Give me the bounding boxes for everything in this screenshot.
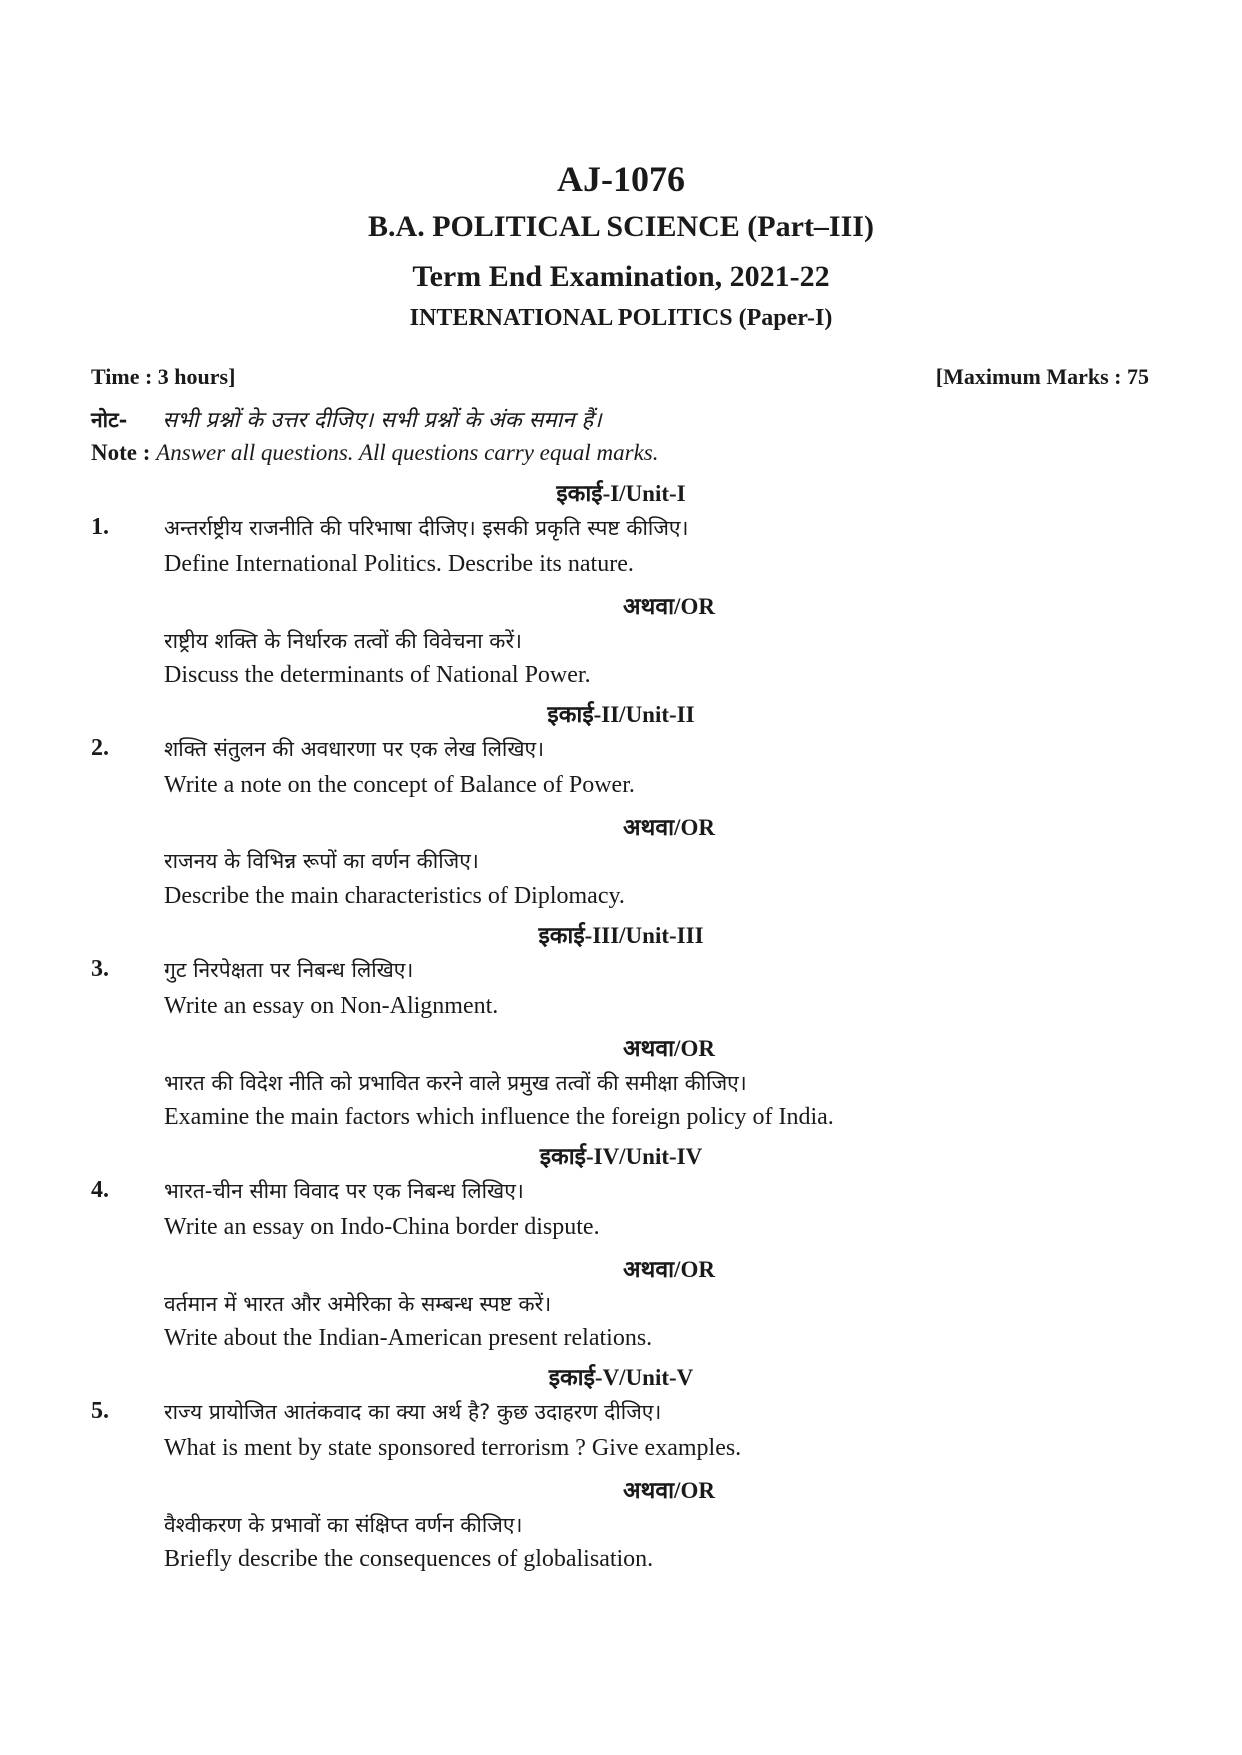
note-hindi-text: सभी प्रश्नों के उत्तर दीजिए। सभी प्रश्नों के अंक समान हैं।	[162, 408, 602, 433]
question-hindi: राज्य प्रायोजित आतंकवाद का क्या अर्थ है? कुछ उदाहरण दीजिए।	[164, 1400, 662, 1424]
exam-title: Term End Examination, 2021-22	[412, 260, 830, 293]
time-allowed: Time : 3 hours]	[91, 364, 236, 389]
question-hindi-alt: भारत की विदेश नीति को प्रभावित करने वाले प्रमुख तत्वों की समीक्षा कीजिए।	[164, 1071, 747, 1095]
question-english-alt: Describe the main characteristics of Diplomacy.	[164, 883, 625, 909]
paper-code: AJ-1076	[557, 159, 685, 199]
question-number: 4.	[91, 1177, 109, 1203]
unit-heading: इकाई-I/Unit-I	[556, 481, 686, 506]
or-separator: अथवा/OR	[623, 1036, 715, 1061]
question-hindi: भारत-चीन सीमा विवाद पर एक निबन्ध लिखिए।	[164, 1179, 524, 1203]
question-english: What is ment by state sponsored terrorism ? Give examples.	[164, 1435, 742, 1461]
question-english-alt: Write about the Indian-American present relations.	[164, 1325, 653, 1351]
or-separator: अथवा/OR	[623, 1257, 715, 1282]
question-hindi: गुट निरपेक्षता पर निबन्ध लिखिए।	[164, 958, 414, 982]
question-english: Write an essay on Non-Alignment.	[164, 993, 499, 1019]
unit-heading: इकाई-II/Unit-II	[547, 702, 695, 727]
question-number: 1.	[91, 514, 109, 540]
question-english-alt: Briefly describe the consequences of globalisation.	[164, 1546, 654, 1572]
question-hindi-alt: राष्ट्रीय शक्ति के निर्धारक तत्वों की विवेचना करें।	[164, 629, 522, 653]
or-separator: अथवा/OR	[623, 594, 715, 619]
question-number: 3.	[91, 956, 109, 982]
question-hindi: शक्ति संतुलन की अवधारणा पर एक लेख लिखिए।	[164, 737, 545, 761]
question-english: Define International Politics. Describe its nature.	[164, 551, 634, 577]
unit-heading: इकाई-III/Unit-III	[538, 923, 704, 948]
unit-heading: इकाई-V/Unit-V	[548, 1365, 694, 1390]
note-english-text: Answer all questions. All questions carry equal marks.	[156, 440, 659, 465]
question-number: 2.	[91, 735, 109, 761]
question-english-alt: Examine the main factors which influence the foreign policy of India.	[164, 1104, 834, 1130]
or-separator: अथवा/OR	[623, 815, 715, 840]
question-english-alt: Discuss the determinants of National Power.	[164, 662, 591, 688]
maximum-marks: [Maximum Marks : 75	[935, 364, 1149, 389]
question-number: 5.	[91, 1398, 109, 1424]
question-english: Write a note on the concept of Balance of Power.	[164, 772, 635, 798]
question-hindi: अन्तर्राष्ट्रीय राजनीति की परिभाषा दीजिए। इसकी प्रकृति स्पष्ट कीजिए।	[164, 516, 689, 540]
note-english-label: Note :	[91, 440, 151, 465]
question-hindi-alt: वर्तमान में भारत और अमेरिका के सम्बन्ध स्पष्ट करें।	[164, 1292, 552, 1316]
question-hindi-alt: वैश्वीकरण के प्रभावों का संक्षिप्त वर्णन कीजिए।	[164, 1513, 523, 1537]
question-english: Write an essay on Indo-China border dispute.	[164, 1214, 600, 1240]
unit-heading: इकाई-IV/Unit-IV	[539, 1144, 703, 1169]
note-english	[91, 440, 659, 466]
or-separator: अथवा/OR	[623, 1478, 715, 1503]
course-title: B.A. POLITICAL SCIENCE (Part–III)	[368, 210, 874, 243]
note-hindi	[91, 404, 602, 434]
note-hindi-label: नोट-	[91, 407, 128, 432]
paper-title: INTERNATIONAL POLITICS (Paper-I)	[409, 305, 833, 331]
question-hindi-alt: राजनय के विभिन्न रूपों का वर्णन कीजिए।	[164, 849, 479, 873]
